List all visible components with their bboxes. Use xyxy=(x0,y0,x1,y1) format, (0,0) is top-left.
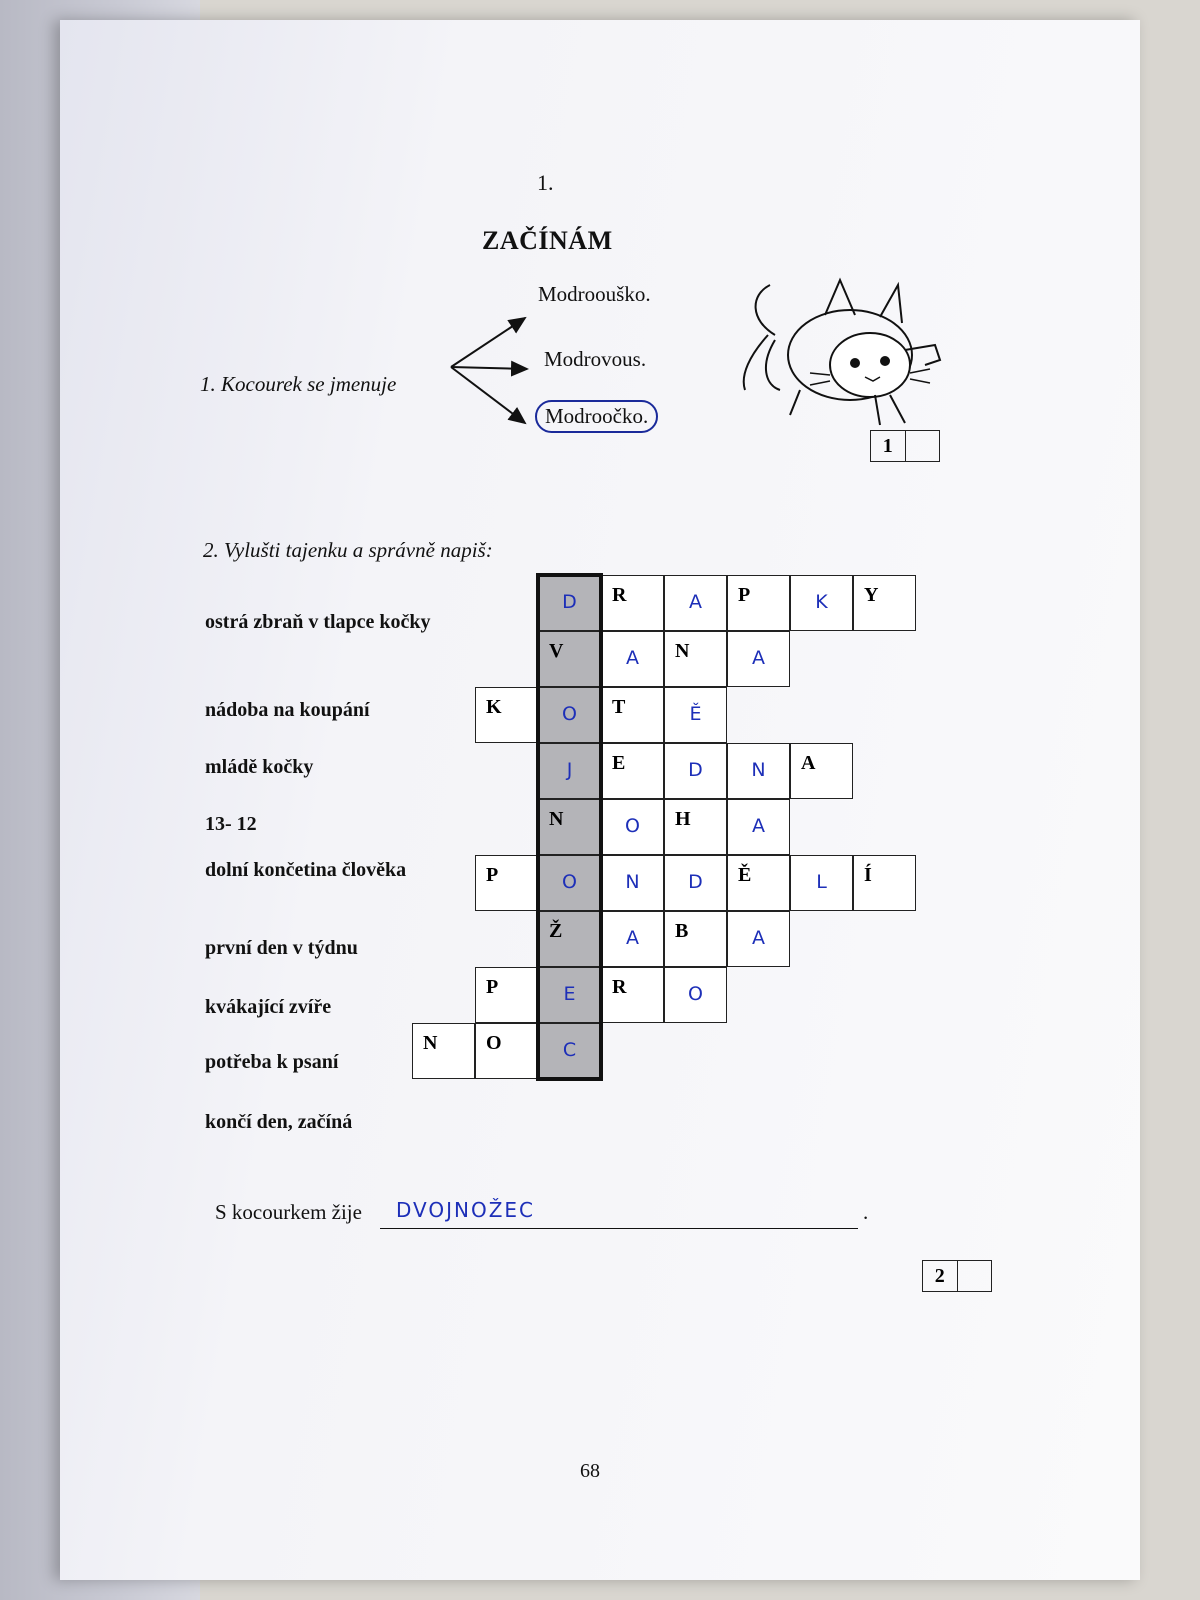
grid-cell[interactable]: H xyxy=(664,799,727,855)
grid-cell[interactable]: V xyxy=(538,631,601,687)
page-number: 68 xyxy=(580,1460,600,1482)
grid-cell[interactable]: J xyxy=(538,743,601,799)
question-1-prompt: 1. Kocourek se jmenuje xyxy=(200,372,397,396)
grid-cell[interactable]: N xyxy=(601,855,664,911)
clue-3: mládě kočky xyxy=(205,756,314,778)
grid-cell[interactable]: Í xyxy=(853,855,916,911)
grid-cell[interactable]: D xyxy=(664,743,727,799)
grid-cell[interactable]: K xyxy=(790,575,853,631)
clue-1: ostrá zbraň v tlapce kočky xyxy=(205,611,431,633)
branch-arrows xyxy=(445,305,545,445)
section-number: 1. xyxy=(537,170,554,195)
clue-5: dolní končetina člověka xyxy=(205,859,407,881)
grid-cell[interactable]: A xyxy=(727,911,790,967)
grid-cell[interactable]: B xyxy=(664,911,727,967)
grid-cell[interactable]: R xyxy=(601,575,664,631)
cat-illustration xyxy=(730,265,960,435)
grid-cell[interactable]: D xyxy=(538,575,601,631)
score-1-value: 1 xyxy=(871,431,906,461)
grid-cell[interactable]: Ě xyxy=(727,855,790,911)
grid-cell[interactable]: A xyxy=(664,575,727,631)
grid-cell[interactable]: K xyxy=(475,687,538,743)
grid-cell[interactable]: O xyxy=(664,967,727,1023)
clue-7: kvákající zvíře xyxy=(205,996,332,1018)
option-3-circled[interactable]: Modroočko. xyxy=(535,400,658,433)
clue-4: 13- 12 xyxy=(205,813,257,835)
grid-cell[interactable]: T xyxy=(601,687,664,743)
clue-8: potřeba k psaní xyxy=(205,1051,339,1073)
handwritten-answer: DVOJNOŽEC xyxy=(396,1198,536,1222)
clue-2: nádoba na koupání xyxy=(205,699,370,721)
grid-cell[interactable]: O xyxy=(601,799,664,855)
grid-cell[interactable]: Y xyxy=(853,575,916,631)
clue-6: první den v týdnu xyxy=(205,937,358,959)
grid-cell[interactable]: N xyxy=(538,799,601,855)
grid-cell[interactable]: P xyxy=(475,967,538,1023)
grid-cell[interactable]: A xyxy=(727,799,790,855)
grid-cell[interactable]: A xyxy=(601,911,664,967)
page-title: ZAČÍNÁM xyxy=(482,226,613,255)
grid-cell[interactable]: A xyxy=(727,631,790,687)
grid-cell[interactable]: P xyxy=(475,855,538,911)
score-box-1 xyxy=(870,430,940,462)
grid-cell[interactable]: P xyxy=(727,575,790,631)
answer-suffix: . xyxy=(863,1200,869,1224)
score-2-value: 2 xyxy=(923,1261,958,1291)
workbook-page xyxy=(60,20,1140,1580)
answer-line[interactable] xyxy=(380,1200,858,1229)
grid-cell[interactable]: O xyxy=(475,1023,538,1079)
score-1-empty xyxy=(906,431,940,461)
grid-cell[interactable]: E xyxy=(601,743,664,799)
option-2[interactable]: Modrovous. xyxy=(544,347,647,371)
grid-cell[interactable]: E xyxy=(538,967,601,1023)
grid-cell[interactable]: N xyxy=(412,1023,475,1079)
grid-cell[interactable]: A xyxy=(790,743,853,799)
grid-cell[interactable]: A xyxy=(601,631,664,687)
grid-cell[interactable]: O xyxy=(538,687,601,743)
score-box-2 xyxy=(922,1260,992,1292)
grid-cell[interactable]: Ž xyxy=(538,911,601,967)
option-1[interactable]: Modroouško. xyxy=(538,282,651,306)
grid-cell[interactable]: Ě xyxy=(664,687,727,743)
grid-cell[interactable]: D xyxy=(664,855,727,911)
grid-cell[interactable]: L xyxy=(790,855,853,911)
grid-cell[interactable]: C xyxy=(538,1023,601,1079)
answer-prefix: S kocourkem žije xyxy=(215,1200,362,1224)
question-2-prompt: 2. Vylušti tajenku a správně napiš: xyxy=(203,538,493,562)
grid-cell[interactable]: O xyxy=(538,855,601,911)
grid-cell[interactable]: N xyxy=(727,743,790,799)
grid-cell[interactable]: N xyxy=(664,631,727,687)
clue-9: končí den, začíná xyxy=(205,1111,353,1133)
score-2-empty xyxy=(958,1261,992,1291)
grid-cell[interactable]: R xyxy=(601,967,664,1023)
